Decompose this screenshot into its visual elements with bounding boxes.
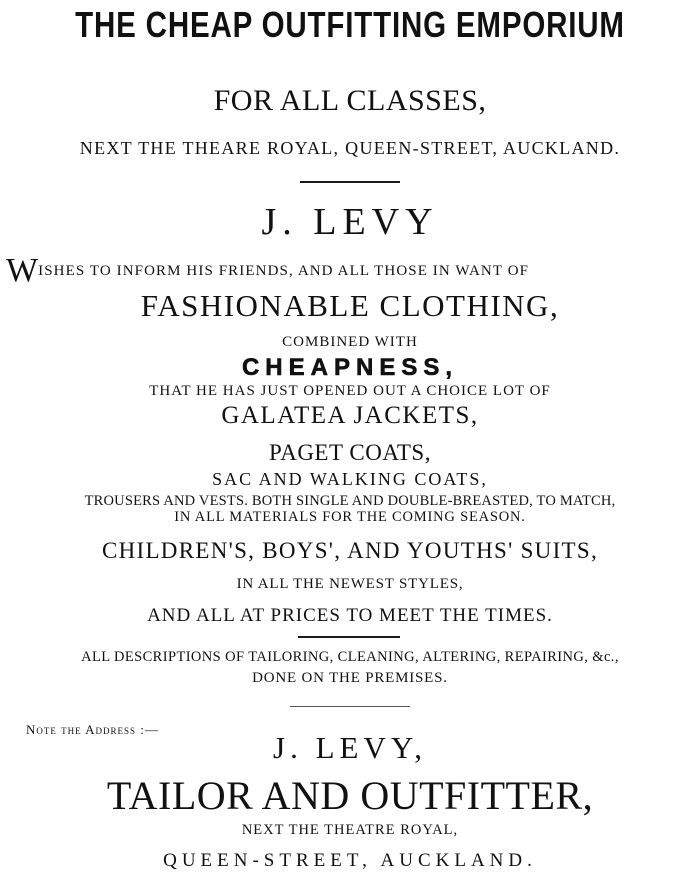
drop-cap: W bbox=[6, 252, 39, 289]
prices-line: AND ALL AT PRICES TO MEET THE TIMES. bbox=[147, 605, 553, 626]
address-line-bottom: QUEEN-STREET, AUCKLAND. bbox=[163, 850, 537, 871]
divider-rule bbox=[298, 636, 400, 638]
trade-title: TAILOR AND OUTFITTER, bbox=[106, 773, 594, 818]
headline: THE CHEAP OUTFITTING EMPORIUM bbox=[75, 4, 625, 45]
trousers-vests: TROUSERS AND VESTS. BOTH SINGLE AND DOUBLE-BREASTED, TO MATCH, bbox=[84, 493, 616, 509]
divider-rule bbox=[290, 706, 410, 707]
materials-line: IN ALL MATERIALS FOR THE COMING SEASON. bbox=[174, 509, 526, 525]
galatea-jackets: GALATEA JACKETS, bbox=[221, 402, 479, 429]
cheapness-display: CHEAPNESS, bbox=[241, 354, 459, 381]
paget-coats: PAGET COATS, bbox=[269, 440, 431, 465]
subheading: FOR ALL CLASSES, bbox=[213, 84, 487, 117]
newest-styles: IN ALL THE NEWEST STYLES, bbox=[236, 576, 464, 592]
premises-line: DONE ON THE PREMISES. bbox=[252, 670, 448, 686]
proprietor-name: J. LEVY bbox=[261, 201, 439, 243]
divider-rule bbox=[300, 181, 400, 183]
theatre-line: NEXT THE THEATRE ROYAL, bbox=[241, 822, 459, 838]
intro-line bbox=[6, 252, 696, 290]
tailoring-services: ALL DESCRIPTIONS OF TAILORING, CLEANING, ALTERING, REPAIRING, &c., bbox=[81, 649, 619, 665]
sac-walking-coats: SAC AND WALKING COATS, bbox=[212, 469, 488, 489]
childrens-suits: CHILDREN'S, BOYS', AND YOUTHS' SUITS, bbox=[101, 538, 599, 563]
combined-with: COMBINED WITH bbox=[282, 334, 418, 350]
address-line-top: NEXT THE THEARE ROYAL, QUEEN-STREET, AUCKLAND. bbox=[79, 138, 621, 158]
proprietor-name-footer: J. LEVY, bbox=[273, 730, 427, 765]
just-opened-line: THAT HE HAS JUST OPENED OUT A CHOICE LOT OF bbox=[149, 383, 551, 399]
note-address: Note the Address :— bbox=[26, 722, 159, 737]
fashionable-clothing: FASHIONABLE CLOTHING, bbox=[140, 288, 560, 323]
intro-text: ISHES TO INFORM HIS FRIENDS, AND ALL THOSE IN WANT OF bbox=[38, 263, 530, 279]
